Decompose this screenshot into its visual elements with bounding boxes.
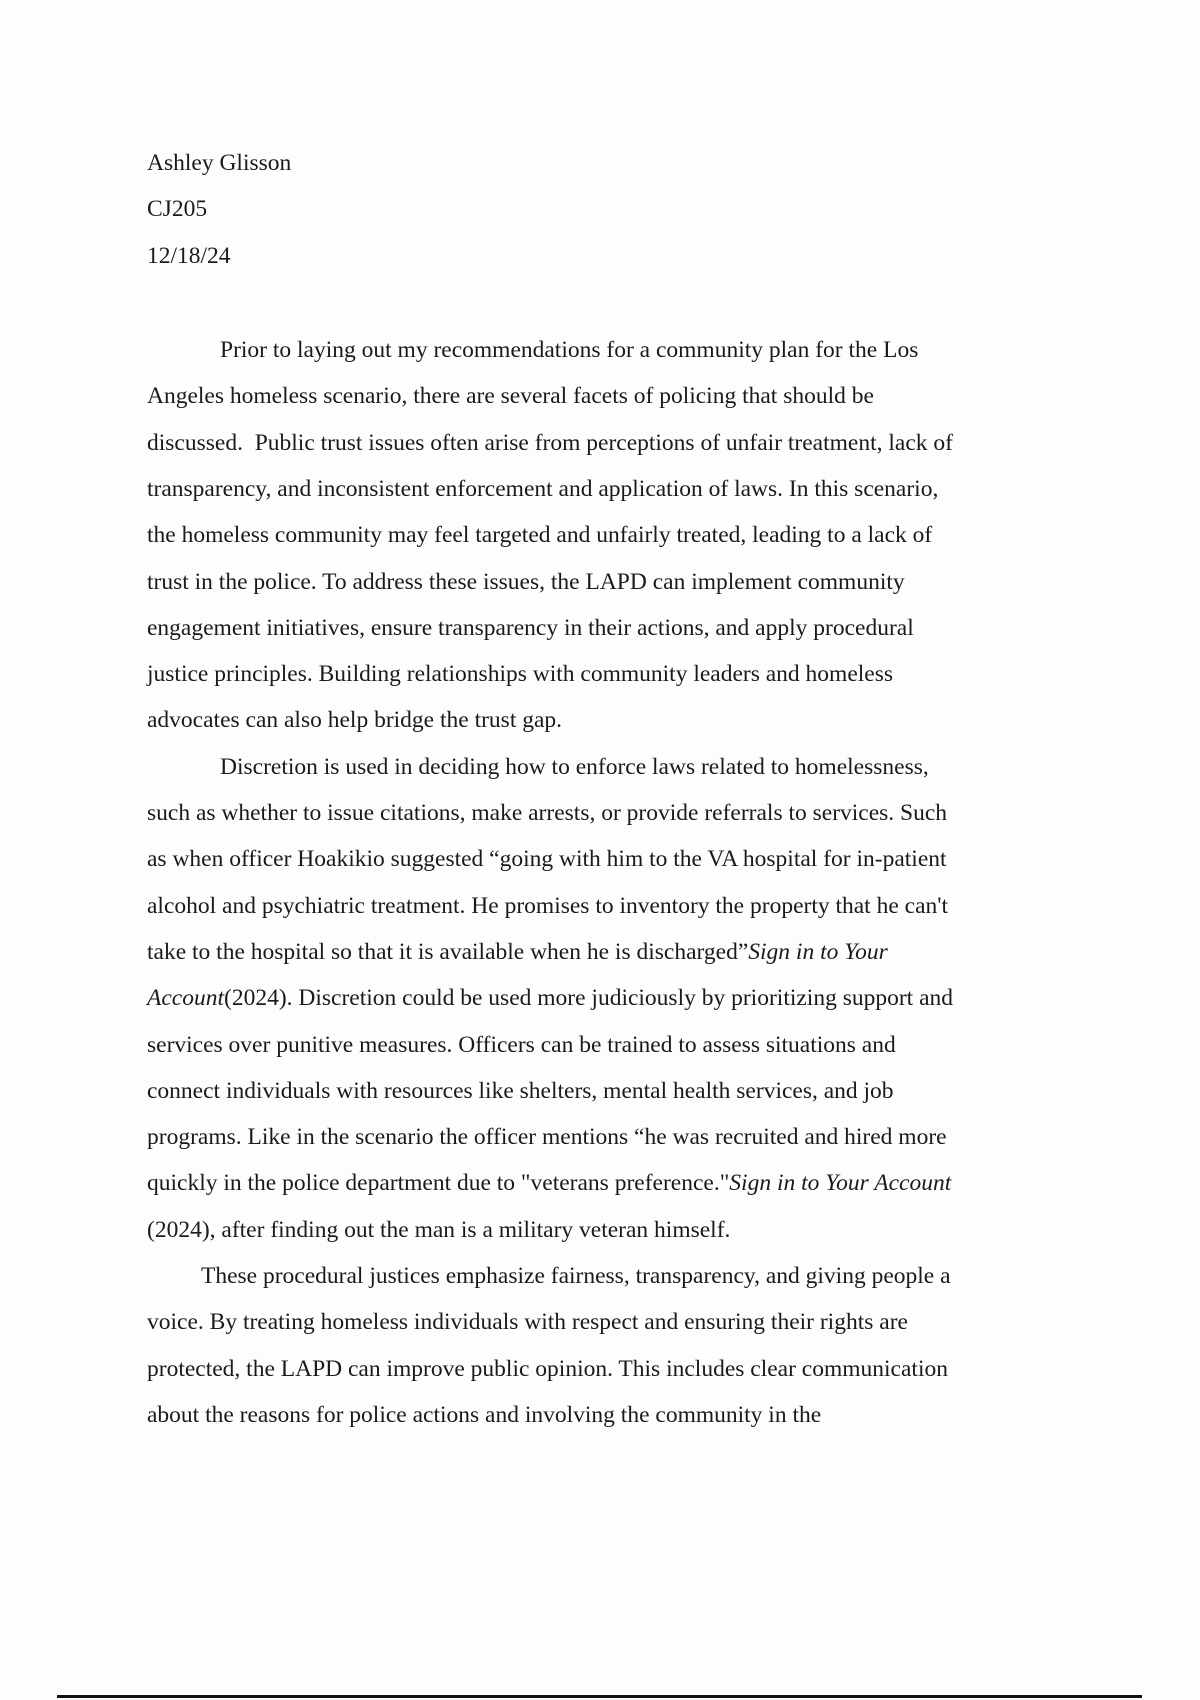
text-line — [147, 1022, 896, 1068]
text-line — [147, 1160, 951, 1206]
text-segment: Discretion is used in deciding how to enforce laws related to homelessness, — [220, 753, 929, 780]
text-line — [147, 697, 562, 743]
page-divider — [57, 1695, 1142, 1698]
text-line — [147, 975, 953, 1021]
text-line — [147, 605, 914, 651]
text-line — [201, 1253, 951, 1299]
text-segment: alcohol and psychiatric treatment. He promises to inventory the property that he can't — [147, 892, 949, 919]
text-line — [147, 1392, 821, 1438]
text-segment: These procedural justices emphasize fairness, transparency, and giving people a — [201, 1263, 951, 1289]
text-line — [220, 327, 918, 373]
text-line — [147, 1207, 730, 1253]
text-segment: voice. By treating homeless individuals with respect and ensuring their rights are — [147, 1309, 908, 1336]
citation-title: Account — [147, 985, 224, 1012]
text-segment: justice principles. Building relationships with community leaders and homeless — [147, 661, 893, 688]
text-segment: such as whether to issue citations, make arrests, or provide referrals to services. Such — [147, 800, 948, 826]
text-line — [147, 466, 938, 512]
text-line — [147, 651, 893, 697]
text-segment: transparency, and inconsistent enforcement and application of laws. In this scenario, — [147, 475, 939, 502]
text-segment: as when officer Hoakikio suggested “going with him to the VA hospital for in-patient — [147, 846, 947, 873]
citation-title: Sign in to Your Account — [729, 1170, 952, 1197]
text-segment: connect individuals with resources like shelters, mental health services, and job — [147, 1077, 894, 1104]
text-segment: quickly in the police department due to "veterans preference." — [147, 1170, 730, 1197]
text-line — [147, 1068, 894, 1114]
text-segment: advocates can also help bridge the trust gap. — [147, 707, 563, 734]
text-line — [147, 929, 888, 975]
text-segment: Prior to laying out my recommendations for a community plan for the Los — [220, 337, 919, 363]
text-segment: discussed. Public trust issues often arise from perceptions of unfair treatment, lack of — [147, 429, 953, 456]
text-line — [147, 559, 905, 605]
text-line — [220, 744, 929, 790]
text-segment: protected, the LAPD can improve public opinion. This includes clear communication — [147, 1355, 948, 1382]
text-line — [147, 836, 947, 882]
text-segment: services over punitive measures. Officers can be trained to assess situations and — [147, 1031, 896, 1058]
text-segment: Angeles homeless scenario, there are several facets of policing that should be — [147, 383, 874, 410]
text-segment: (2024). Discretion could be used more judiciously by prioritizing support and — [224, 985, 954, 1012]
date: 12/18/24 — [147, 243, 231, 269]
text-line — [147, 1114, 947, 1160]
text-segment: take to the hospital so that it is available when he is discharged” — [147, 938, 749, 965]
text-line — [147, 883, 948, 929]
text-line — [147, 420, 953, 466]
text-segment: about the reasons for police actions and involving the community in the — [147, 1401, 822, 1428]
text-segment: engagement initiatives, ensure transparency in their actions, and apply procedural — [147, 614, 914, 641]
text-segment: trust in the police. To address these issues, the LAPD can implement community — [147, 568, 905, 595]
text-segment: programs. Like in the scenario the officer mentions “he was recruited and hired more — [147, 1124, 947, 1151]
text-segment: (2024), after finding out the man is a military veteran himself. — [147, 1216, 731, 1243]
text-segment: the homeless community may feel targeted and unfairly treated, leading to a lack of — [147, 522, 933, 549]
text-line — [147, 373, 874, 419]
text-line — [147, 512, 932, 558]
author-name: Ashley Glisson — [147, 150, 292, 176]
course-code: CJ205 — [147, 196, 208, 222]
text-line — [147, 1299, 908, 1345]
text-line — [147, 790, 947, 836]
text-line — [147, 1346, 948, 1392]
citation-title: Sign in to Your — [748, 938, 888, 965]
